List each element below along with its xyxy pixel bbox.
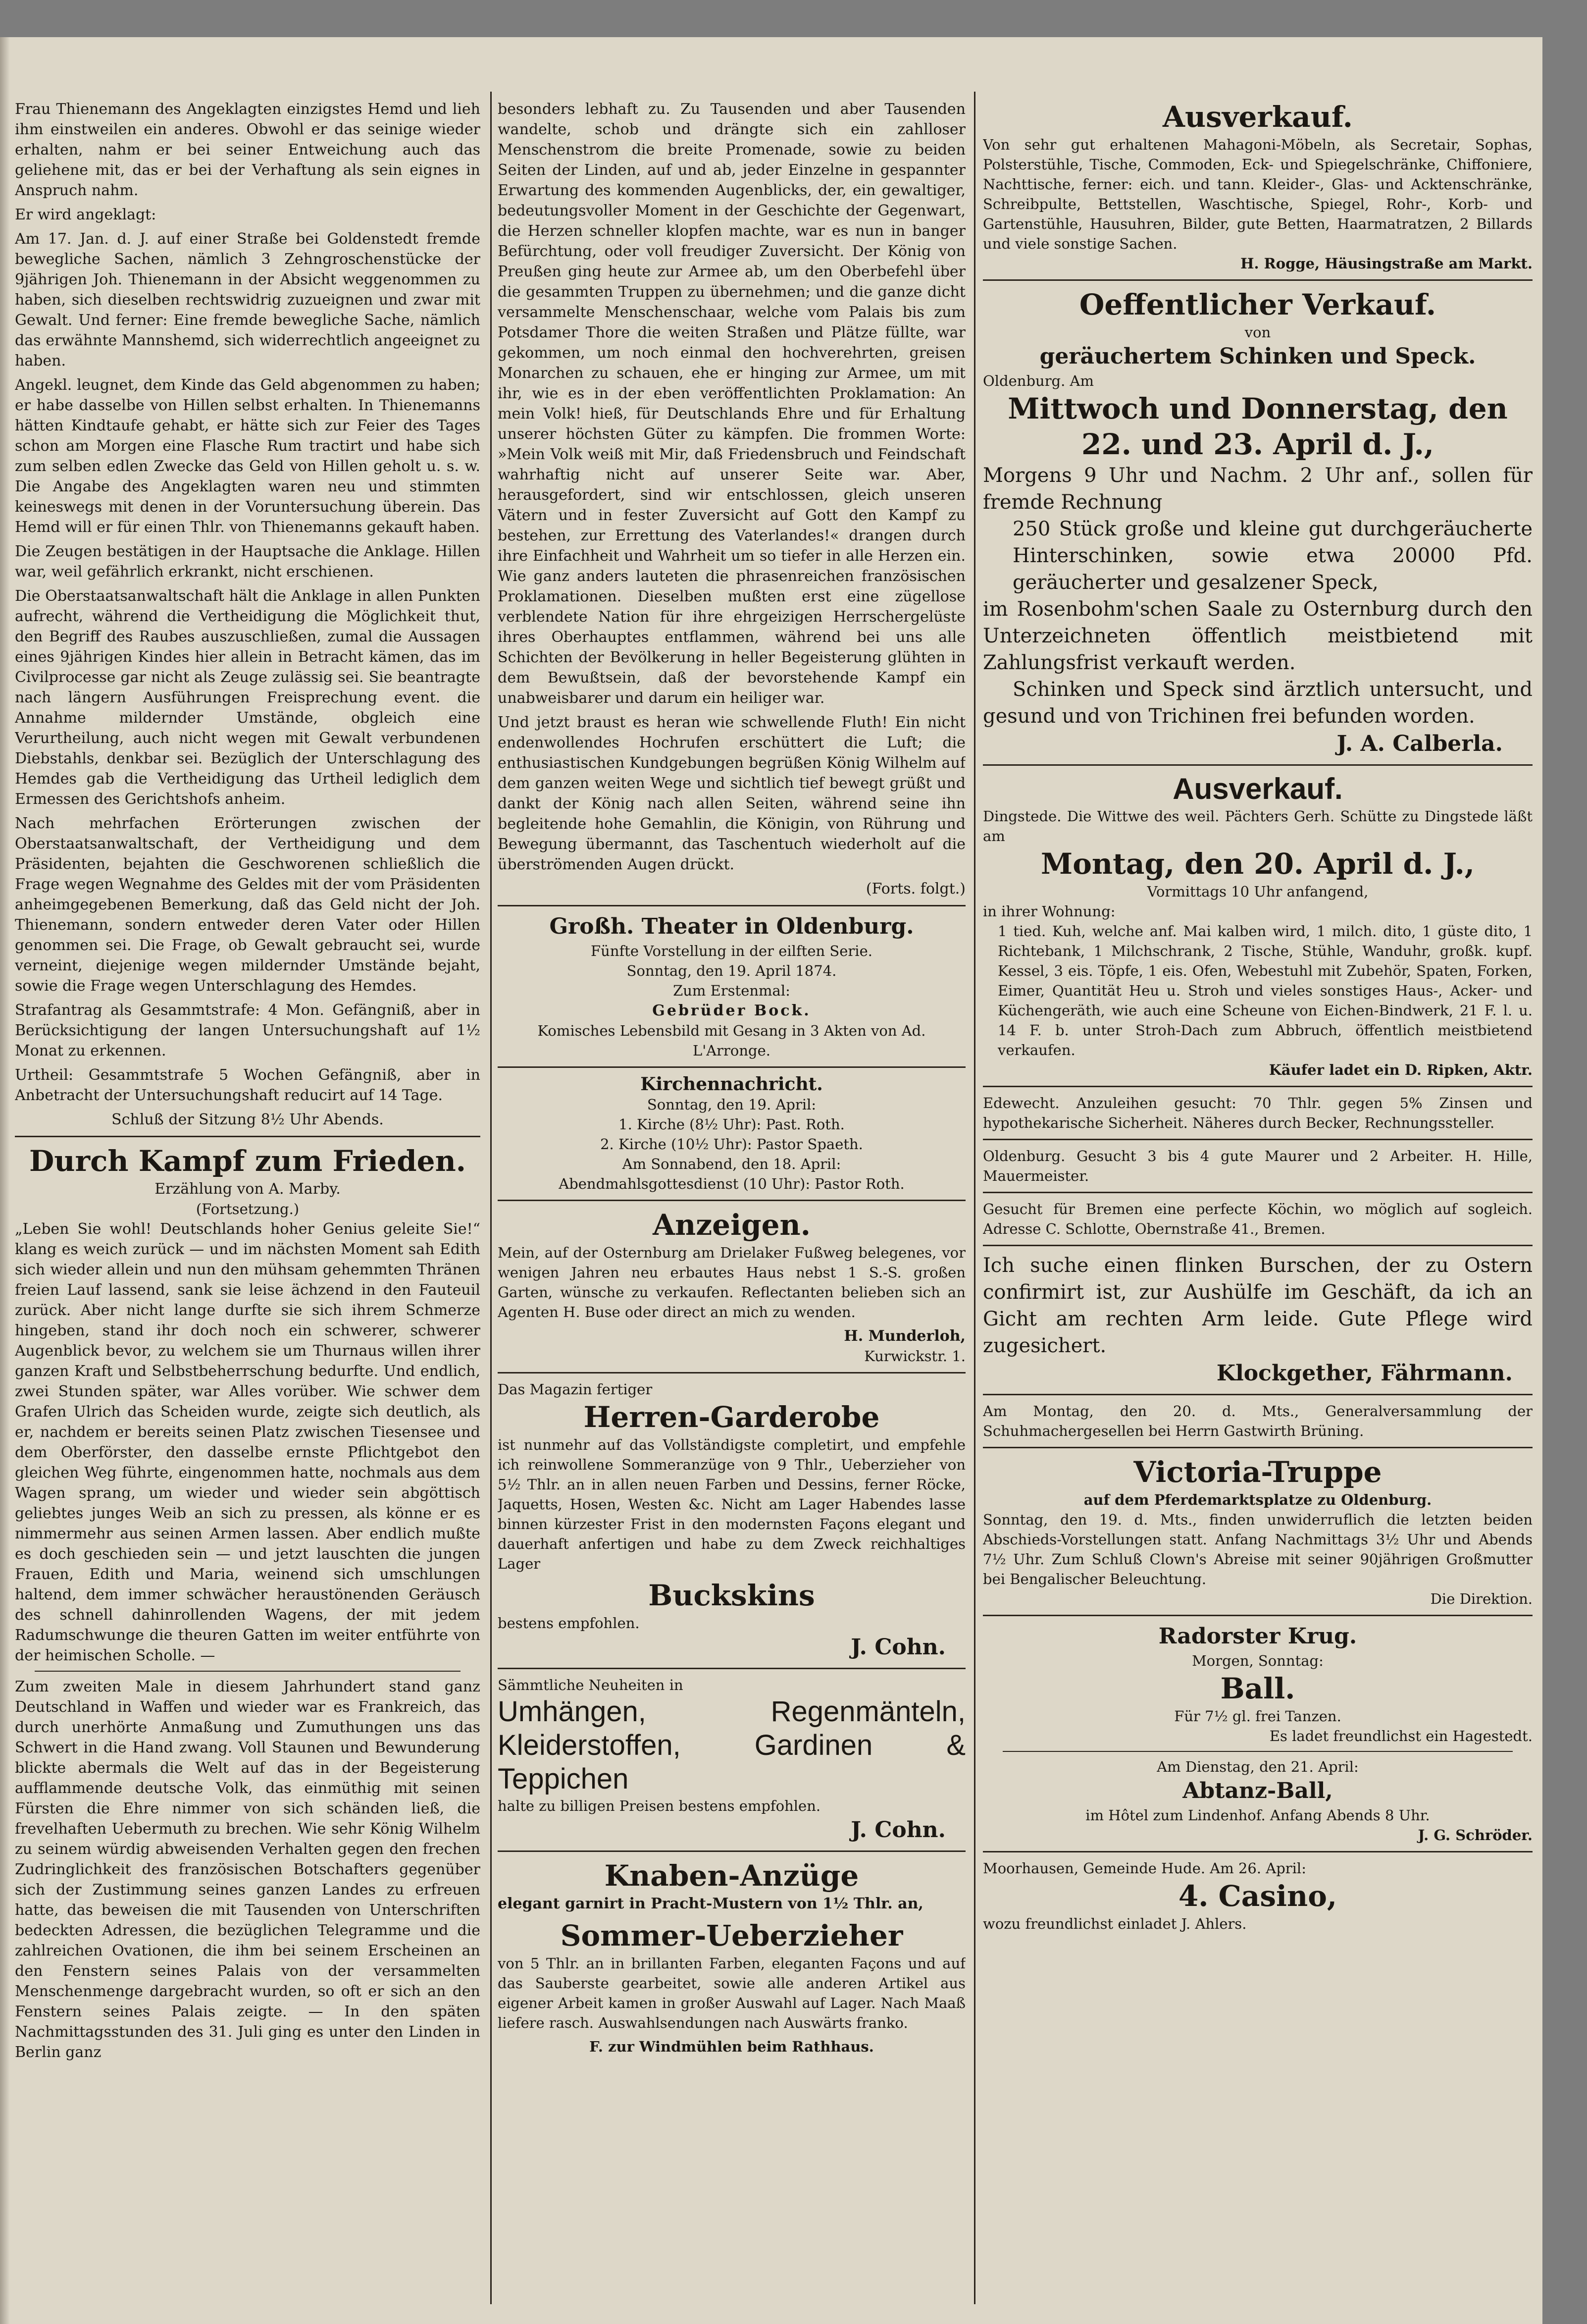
boys-suits-ad [498, 1858, 966, 2057]
ad-headline: Sommer-Ueberzieher [560, 1919, 903, 1953]
ad-body: Ich suche einen flinken Burschen, der zu Ostern confirmirt ist, zur Aushülfe im Geschäft, da ich an Gicht am rechten Arm leide. Gute Pflege wird zugesichert. [983, 1254, 1533, 1357]
church-line: Am Sonnabend, den 18. April: [622, 1156, 841, 1172]
ad-headline: Ausverkauf. [1173, 772, 1343, 805]
casino-ad [983, 1858, 1533, 1934]
church-line: 2. Kirche (10½ Uhr): Pastor Spaeth. [600, 1136, 863, 1153]
divider [1003, 1751, 1513, 1752]
court-report-paragraph: Urtheil: Gesammtstrafe 5 Wochen Gefängniß, aber in Anbetracht der Untersuchungshaft reducirt auf 14 Tage. [15, 1066, 480, 1104]
ad-subheadline: geräuchertem Schinken und Speck. [1039, 344, 1476, 369]
court-report-paragraph: Am 17. Jan. d. J. auf einer Straße bei Goldenstedt fremde bewegliche Sachen, nämlich 3 Zehngroschenstücke der 9jährigen Joh. Thienemann in der Absicht weggenommen zu haben, sich dieselben rechtswidrig zuzueignen und zwar mit Gewalt. Und ferner: Eine fremde bewegliche Sache, nämlich das erwähnte Mannshemd, sich widerrechtlich angeeignet zu haben. [15, 230, 480, 370]
divider [983, 1394, 1533, 1395]
house-sale-address: Kurwickstr. 1. [864, 1348, 966, 1365]
ad-headline: Buckskins [648, 1579, 815, 1612]
theater-date: Sonntag, den 19. April 1874. [626, 962, 837, 979]
divider [983, 1245, 1533, 1246]
ad-headline: Ausverkauf. [1163, 100, 1353, 134]
ad-signature: J. Cohn. [851, 1635, 946, 1660]
divider [498, 1668, 966, 1669]
court-report-paragraph: Angekl. leugnet, dem Kinde das Geld abgenommen zu haben; er habe dasselbe von Hillen selbst erhalten. In Thienemanns hätten Kindtaufe gehabt, er hätte sich zur Feier des Tages schon am Morgen eine Flasche Rum tractirt und habe sich zum selben edlen Zwecke das Geld von Hillen geholt u. s. w. Die Angabe des Angeklagten waren neu und stimmten keineswegs mit denen in der Voruntersuchung überein. Das Hemd will er für einen Thlr. von Thienemanns gekauft haben. [15, 376, 480, 536]
divider [15, 1136, 480, 1137]
ad-signature: Käufer ladet ein D. Ripken, Aktr. [1269, 1061, 1533, 1078]
ad-headline: Radorster Krug. [1158, 1624, 1357, 1649]
ad-signature: Klockgether, Fährmann. [1216, 1361, 1513, 1386]
assembly-notice: Am Montag, den 20. d. Mts., Generalversammlung der Schuhmachergesellen bei Herrn Gastwirth Brüning. [983, 1403, 1533, 1439]
ad-signature: Die Direktion. [1430, 1590, 1533, 1607]
story-continued-note: (Forts. folgt.) [866, 880, 966, 898]
column-2 [498, 99, 966, 2057]
dance-ad [983, 1622, 1533, 1746]
newspaper-page [0, 37, 1542, 2324]
church-line: Sonntag, den 19. April: [647, 1096, 817, 1113]
divider [498, 1850, 966, 1852]
church-title: Kirchennachricht. [640, 1074, 823, 1095]
divider [983, 1851, 1533, 1852]
ad-body: halte zu billigen Preisen bestens empfohlen. [498, 1797, 821, 1814]
novelties-ad [498, 1675, 966, 1845]
ad-headline: 4. Casino, [1178, 1879, 1337, 1913]
ad-line: Dingstede. Die Wittwe des weil. Pächters Gerh. Schütte zu Dingstede läßt am [983, 808, 1533, 845]
theater-notice [498, 912, 966, 1060]
ad-line: Oldenburg. Am [983, 372, 1094, 389]
theater-line: Fünfte Vorstellung in der eilften Serie. [591, 943, 872, 959]
theater-title: Großh. Theater in Oldenburg. [549, 914, 914, 939]
ad-intro: Sämmtliche Neuheiten in [498, 1677, 683, 1693]
story-paragraph: Zum zweiten Male in diesem Jahrhundert stand ganz Deutschland in Waffen und wieder war es Frankreich, das durch unerhörte Anmaßung und Zumuthungen uns das Schwert in die Hand zwang. Voll Staunen und Bewunderung blickte abermals die Welt auf das in der Begeisterung aufflammende deutsche Volk, das einmüthig mit seinen Fürsten die Ehre nimmer von sich schänden ließ, die frevelhaften Uebermuth zu brechen. Wie sehr König Wilhelm zu seinem würdig abweisenden Verhalten gegen den frechen Zudringlichkeit des französischen Botschafters gegenüber sich der Zustimmung seines ganzen Landes zu erfreuen hatte, das beweisen die mit Tausenden von Unterschriften bedeckten Adressen, die bezüglichen Telegramme und die zahlreichen Ovationen, die ihm bei seinem Erscheinen an den Fenstern seines Palais von der versammelten Menschenmenge dargebracht wurden, so oft er sich an den Fenstern seines Palais zeigte. — In den späten Nachmittagsstunden des 31. Juli ging es unter den Linden in Berlin ganz [15, 1678, 480, 2061]
story-paragraph: Und jetzt braust es heran wie schwellende Fluth! Ein nicht endenwollendes Hochrufen erschüttert die Luft; die enthusiastischen Kundgebungen begrüßen König Wilhelm auf dem ganzen weiten Wege und sichtlich tief bewegt grüßt und dankt der König nach allen Seiten, während seine ihn begleitende hohe Gemahlin, die Königin, von Rührung und Bewegung übermannt, das Taschentuch wiederholt auf die überströmenden Augen drückt. [498, 714, 966, 873]
masons-ad: Oldenburg. Gesucht 3 bis 4 gute Maurer und 2 Arbeiter. H. Hille, Mauermeister. [983, 1148, 1533, 1184]
divider [35, 1671, 461, 1672]
ad-line: in ihrer Wohnung: [983, 903, 1116, 920]
court-report-paragraph: Frau Thienemann des Angeklagten einzigstes Hemd und lieh ihm einstweilen ein anderes. Obwohl er das seinige wieder erhalten, nahm er bei seiner Entweichung auch das geliehene mit, das er bei der Verhaftung als sein eignes in Anspruch nahm. [15, 101, 480, 199]
ad-body: Schinken und Speck sind ärztlich untersucht, und gesund und von Trichinen frei befunden worden. [983, 678, 1533, 728]
house-sale-ad: Mein, auf der Osternburg am Drielaker Fußweg belegenes, vor wenigen Jahren neu erbautes Haus nebst 1 S.-S. großen Garten, wünsche zu verkaufen. Reflectanten belieben sich an Agenten H. Buse oder direct an mich zu wenden. [498, 1244, 966, 1320]
church-notice [498, 1074, 966, 1194]
ad-headline: Oeffentlicher Verkauf. [1079, 288, 1436, 321]
column-1 [15, 99, 480, 2066]
play-title: Gebrüder Bock. [652, 1002, 811, 1019]
church-line: Abendmahlsgottesdienst (10 Uhr): Pastor Roth. [559, 1175, 905, 1192]
column-rule-1 [490, 92, 492, 2304]
court-report-paragraph: Er wird angeklagt: [15, 206, 156, 223]
ad-line: Morgens 9 Uhr und Nachm. 2 Uhr anf., sollen für fremde Rechnung [983, 464, 1533, 514]
ad-body: 1 tied. Kuh, welche anf. Mai kalben wird, 1 milch. dito, 1 güste dito, 1 Richtebank, 1 Milchschrank, 2 Tische, Stühle, Wanduhr, großk. kupf. Kessel, 3 eis. Töpfe, 1 eis. Ofen, Webestuhl mit Zubehör, Spaten, Forken, Eimer, Quantität Heu u. Stroh und vieles sonstiges Haus-, Acker- und Küchengeräth, wie auch eine Scheune von Eichen-Bindwerk, 21 F. l. u. 14 F. b. unter Stroh-Dach zum Abbruch, öffentlich meistbietend verkaufen. [998, 923, 1533, 1058]
divider [983, 764, 1533, 766]
apprentice-ad [983, 1252, 1533, 1388]
church-line: 1. Kirche (8½ Uhr): Past. Roth. [618, 1116, 845, 1133]
cook-ad: Gesucht für Bremen eine perfecte Köchin, wo möglich auf sogleich. Adresse C. Schlotte, Obernstraße 41., Bremen. [983, 1201, 1533, 1237]
story-paragraph: „Leben Sie wohl! Deutschlands hoher Genius geleite Sie!“ klang es weich zurück — und im nächsten Moment sah Edith sich wieder allein und nun den mühsam gehemmten Thränen freien Lauf lassend, sank sie leise ächzend in den Fauteuil zurück. Aber nicht lange durfte sie sich ihrem Schmerze hingeben, stand ihr doch noch ein schwerer, schwerer Augenblick bevor, zu welchem sie um Thurnaus willen ihrer ganzen Kraft und Selbstbeherrschung bedurfte. Und endlich, zwei Stunden später, war Alles vorüber. Wie schwer dem Grafen Ulrich das Scheiden wurde, zeigte sich deutlich, als er, nachdem er bereits seinen Platz zwischen Tiesensee und dem Oberförster, den dasselbe ernste Pflichtgebot den gleichen Weg führte, eingenommen hatte, nochmals aus dem Wagen sprang, um wieder und wieder sein abgöttisch geliebtes junges Weib an sich zu pressen, als könne er es nimmermehr aus seinen Armen lassen. Aber endlich mußte es doch geschieden sein — und jetzt lauschten die jungen Frauen, Edith und Maria, weinend sich umschlungen haltend, dem immer schwächer heraustönenden Geräusch des schnell dahinrollenden Wagens, der mit jedem Radumschwunge die theuren Gatten im weiter entführte von der heimischen Scholle. — [15, 1220, 480, 1664]
ad-line: Für 7½ gl. frei Tanzen. [1174, 1708, 1341, 1725]
ad-date-line: Montag, den 20. April d. J., [1041, 847, 1475, 881]
divider [983, 279, 1533, 281]
story-title: Durch Kampf zum Frieden. [29, 1144, 466, 1178]
ad-signature: wozu freundlichst einladet J. Ahlers. [983, 1915, 1247, 1932]
divider [498, 1066, 966, 1068]
ad-body: im Rosenbohm'schen Saale zu Osternburg durch den Unterzeichneten öffentlich meistbietend mit Zahlungsfrist verkauft werden. [983, 598, 1533, 674]
circus-ad [983, 1454, 1533, 1609]
furniture-sale-ad [983, 99, 1533, 273]
ad-headline: Umhängen, Regenmänteln, Kleiderstoffen, Gardinen & Teppichen [498, 1695, 966, 1795]
ad-headline: Abtanz-Ball, [1182, 1778, 1333, 1803]
ham-sale-ad [983, 287, 1533, 758]
divider [498, 1200, 966, 1201]
ad-intro: Das Magazin fertiger [498, 1381, 653, 1398]
ad-headline: Ball. [1220, 1672, 1295, 1705]
ad-date-line: Mittwoch und Donnerstag, den [1008, 392, 1508, 425]
theater-line: Zum Erstenmal: [673, 982, 790, 999]
farm-auction-ad [983, 772, 1533, 1080]
play-description: Komisches Lebensbild mit Gesang in 3 Akten von Ad. L'Arronge. [537, 1022, 926, 1059]
ad-line: Morgen, Sonntag: [1192, 1652, 1324, 1669]
ad-signature: H. Rogge, Häusingstraße am Markt. [1240, 255, 1533, 272]
ad-body: ist nunmehr auf das Vollständigste completirt, und empfehle ich reinwollene Sommeranzüge von 9 Thlr., Ueberzieher von 5½ Thlr. an in allen neuen Farben und Dessins, ferner Röcke, Jaquetts, Hosen, Westen &c. Nicht am Lager Habendes lasse binnen kürzester Frist in den modernsten Façons elegant und dauerhaft anfertigen und habe zu dem Zweck reichhaltiges Lager [498, 1436, 966, 1572]
ad-body: Sonntag, den 19. d. Mts., finden unwiderruflich die letzten beiden Abschieds-Vorstellungen statt. Anfang Nachmittags 3½ Uhr und Abends 7½ Uhr. Zum Schluß Clown's Abreise mit seiner 90jährigen Großmutter bei Bengalischer Beleuchtung. [983, 1511, 1533, 1587]
loan-ad: Edewecht. Anzuleihen gesucht: 70 Thlr. gegen 5% Zinsen und hypothekarische Sicherheit. Näheres durch Becker, Rechnungssteller. [983, 1095, 1533, 1131]
story-continuation: (Fortsetzung.) [196, 1201, 300, 1217]
ad-line: im Hôtel zum Lindenhof. Anfang Abends 8 Uhr. [1085, 1807, 1430, 1824]
ad-line: Am Dienstag, den 21. April: [1157, 1758, 1359, 1775]
ad-signature: F. zur Windmühlen beim Rathhaus. [589, 2038, 874, 2055]
ad-signature: J. A. Calberla. [1336, 731, 1503, 756]
ad-body: elegant garnirt in Pracht-Mustern von 1½ Thlr. an, [498, 1895, 923, 1912]
ad-line: Moorhausen, Gemeinde Hude. Am 26. April: [983, 1860, 1306, 1877]
herren-garderobe-ad [498, 1379, 966, 1662]
divider [983, 1086, 1533, 1087]
divider [983, 1447, 1533, 1448]
ad-body: 250 Stück große und kleine gut durchgeräucherte Hinterschinken, sowie etwa 20000 Pfd. geräucherter und gesalzener Speck, [1013, 518, 1533, 594]
ad-body: bestens empfohlen. [498, 1615, 640, 1632]
ad-line: Vormittags 10 Uhr anfangend, [1147, 883, 1369, 900]
ad-body: von 5 Thlr. an in brillanten Farben, eleganten Façons und auf das Sauberste gearbeitet, sowie alle anderen Artikel aus eigener Arbeit kamen in großer Auswahl auf Lager. Nach Maaß liefere rasch. Auswahlsendungen nach Auswärts franko. [498, 1955, 966, 2031]
story-paragraph: besonders lebhaft zu. Zu Tausenden und aber Tausenden wandelte, schob und drängte sich ein zahlloser Menschenstrom die breite Promenade, sowie zu beiden Seiten der Linden, auf und ab, jeder Einzelne in gespannter Erwartung des kommenden Augenblicks, der, ein gewaltiger, bedeutungsvoller Moment in der Geschichte der Gegenwart, die Herzen schneller klopfen machte, war es nun in banger Befürchtung, oder voll freudiger Zuversicht. Der König von Preußen ging heute zur Armee ab, um den Oberbefehl über die gesammten Truppen zu übernehmen; und die ganze dicht versammelte Menschenschaar, welche vom Palais bis zum Potsdamer Thore die weiten Straßen und Plätze füllte, war gekommen, um noch einmal den hochverehrten, greisen Monarchen zu schauen, ehe er hinging zur Armee, um mit ihr, wie es in der eben veröffentlichten Proklamation: An mein Volk! hieß, für Deutschlands Ehre und für Erhaltung unserer höchsten Güter zu kämpfen. Die frommen Worte: »Mein Volk weiß mit Mir, daß Friedensbruch und Feindschaft wahrhaftig nicht auf unserer Seite war. Aber, herausgefordert, sind wir entschlossen, gleich unseren Vätern und in fester Zuversicht auf Gott den Kampf zu bestehen, zur Errettung des Vaterlandes!« drangen durch ihre Einfachheit und Wahrheit um so tiefer in alle Herzen ein. Wie ganz anders lauteten die phrasenreichen französischen Proklamationen. Dieselben mußten erst eine zügellose verblendete Nation für ihre ehrgeizigen Herrschergelüste ihres Oberhauptes entflammen, während bei uns alle Schichten der Bevölkerung in heller Begeisterung glühten in dem Bewußtsein, daß der bevorstehende Kampf ein unabweisbarer und darum ein heiliger war. [498, 101, 966, 707]
farewell-ball-ad [983, 1757, 1533, 1845]
story-author: Erzählung von A. Marby. [154, 1180, 341, 1198]
ad-date-line: 22. und 23. April d. J., [1081, 427, 1434, 461]
ads-heading: Anzeigen. [653, 1208, 811, 1242]
ad-headline: Knaben-Anzüge [604, 1859, 859, 1893]
house-sale-signature: H. Munderloh, [844, 1327, 966, 1345]
divider [983, 1615, 1533, 1616]
court-report-paragraph: Die Zeugen bestätigen in der Hauptsache die Anklage. Hillen war, weil gefährlich erkrankt, nicht erschienen. [15, 543, 480, 581]
ad-headline: Herren-Garderobe [583, 1400, 880, 1434]
court-report-paragraph: Nach mehrfachen Erörterungen zwischen der Oberstaatsanwaltschaft, der Vertheidigung und dem Präsidenten, bejahten die Geschworenen schließlich die Frage wegen Wegnahme des Geldes mit der vom Präsidenten anheimgegebenen Bemerkung, daß das Geld nicht der Joh. Thienemann, sondern entweder deren Vater oder Hillen genommen sei. Die Frage, ob Gewalt gebraucht sei, wurde verneint, diejenige wegen mildernder Umstände bejaht, sowie die Frage wegen Unterschlagung des Hemdes. [15, 815, 480, 995]
column-3 [983, 99, 1533, 1934]
column-rule-2 [974, 92, 975, 2304]
court-report-paragraph: Strafantrag als Gesammtstrafe: 4 Mon. Gefängniß, aber in Berücksichtigung der langen Untersuchungshaft auf 1½ Monat zu erkennen. [15, 1002, 480, 1059]
court-report-paragraph: Die Oberstaatsanwaltschaft hält die Anklage in allen Punkten aufrecht, während die Vertheidigung die Möglichkeit thut, den Begriff des Raubes auszuschließen, zumal die Aussagen eines 9jährigen Kindes hier allein in Betracht kämen, das im Civilprocesse gar nicht als Zeuge zulässig sei. Sie beantragte nach längern Ausführungen Freisprechung event. die Annahme mildernder Umstände, obgleich eine Verurtheilung, auch nicht wegen mit Gewalt verbundenen Diebstahls, denkbar sei. Bezüglich der Unterschlagung des Hemdes gab die Vertheidigung das Urtheil lediglich dem Ermessen des Gerichtshofs anheim. [15, 587, 480, 808]
ad-signature: Es ladet freundlichst ein Hagestedt. [1269, 1728, 1533, 1744]
ad-line: auf dem Pferdemarktsplatze zu Oldenburg. [1083, 1491, 1432, 1508]
divider [983, 1139, 1533, 1140]
ad-signature: J. Cohn. [851, 1817, 946, 1843]
divider [498, 905, 966, 906]
court-report-closing: Schluß der Sitzung 8½ Uhr Abends. [111, 1111, 384, 1128]
divider [983, 1192, 1533, 1193]
divider [498, 1372, 966, 1373]
ad-signature: J. G. Schröder. [1418, 1827, 1533, 1844]
ad-line: von [1244, 324, 1271, 341]
ad-headline: Victoria-Truppe [1133, 1455, 1382, 1489]
ad-body: Von sehr gut erhaltenen Mahagoni-Möbeln, als Secretair, Sophas, Polsterstühle, Tische, Commoden, Eck- und Spiegelschränke, Chiffoniere, Nachttische, ferner: eich. und tann. Kleider-, Glas- und Acktenschränke, Schreibpulte, Bettstellen, Waschtische, Spiegel, Rohr-, Korb- und Gartenstühle, Hausuhren, Bilder, gute Betten, Haarmatratzen, 2 Billards und viele sonstige Sachen. [983, 136, 1533, 252]
